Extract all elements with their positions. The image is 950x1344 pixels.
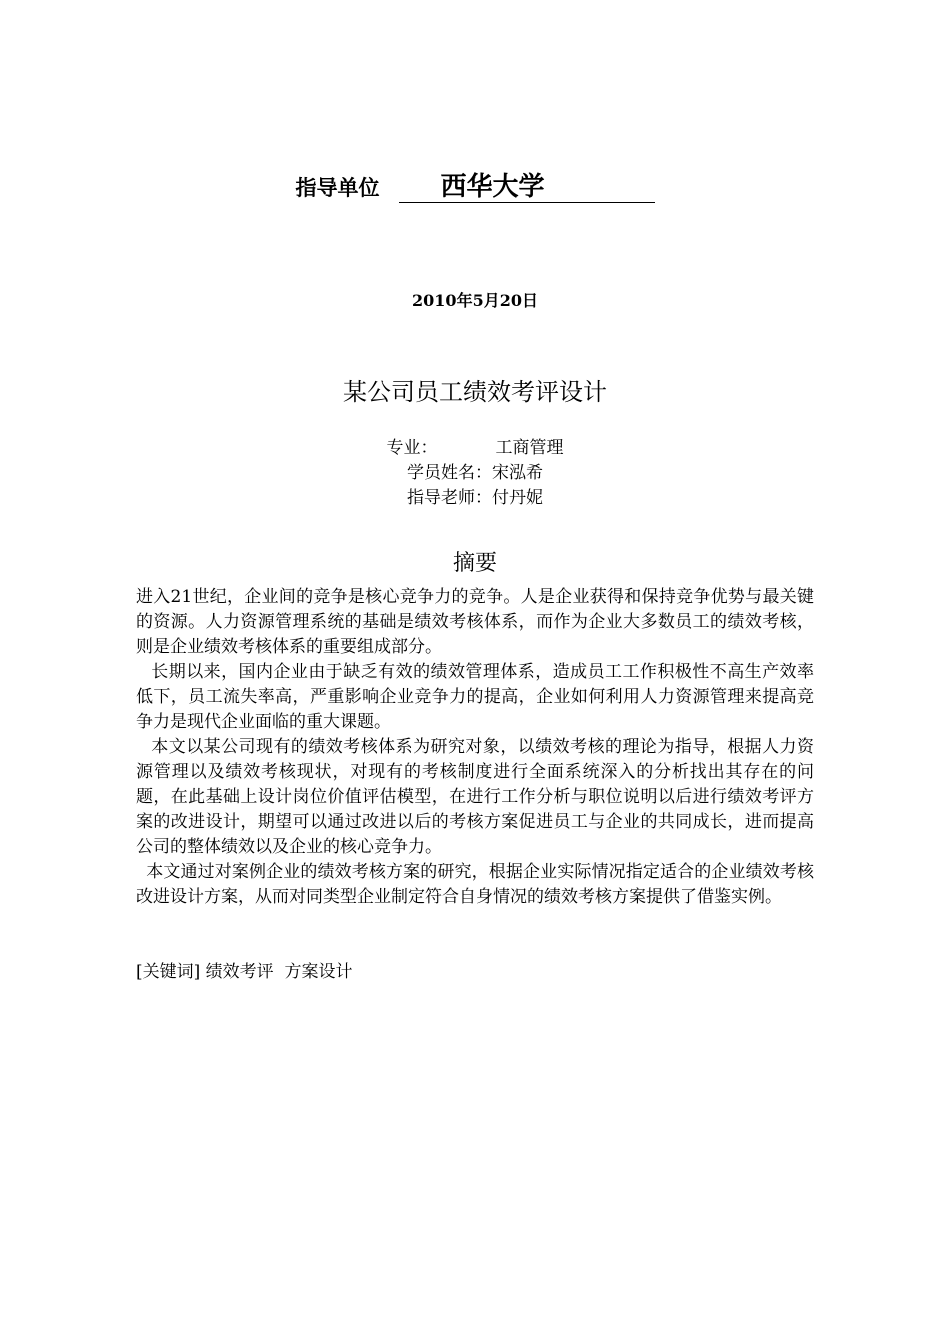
guidance-unit-line: [0, 172, 950, 203]
author-info-block: [0, 436, 950, 511]
keywords-label: [关键词]: [136, 962, 201, 982]
major-row: [0, 436, 950, 461]
major-value: 工商管理: [495, 438, 564, 458]
abstract-heading: 摘要: [452, 551, 497, 576]
guidance-unit-value: 西华大学: [399, 172, 655, 203]
student-label: 学员姓名：: [407, 463, 492, 483]
keywords-line: [136, 960, 352, 985]
keywords-items: 绩效考评 方案设计: [205, 962, 353, 982]
abstract-paragraph: 本文通过对案例企业的绩效考核方案的研究，根据企业实际情况指定适合的企业绩效考核改进设计方案，从而对同类型企业制定符合自身情况的绩效考核方案提供了借鉴实例。: [136, 862, 814, 907]
student-row: [0, 461, 950, 486]
student-value: 宋泓希: [492, 463, 543, 483]
guidance-unit-label: 指导单位: [295, 176, 380, 200]
abstract-paragraph: 进入21世纪，企业间的竞争是核心竞争力的竞争。人是企业获得和保持竞争优势与最关键的资源。人力资源管理系统的基础是绩效考核体系，而作为企业大多数员工的绩效考核，则是企业绩效考核体系的重要组成部分。: [136, 587, 814, 657]
abstract-body: [136, 585, 814, 910]
advisor-value: 付丹妮: [492, 488, 543, 508]
advisor-row: [0, 486, 950, 511]
thesis-title: 某公司员工绩效考评设计: [343, 378, 607, 406]
abstract-paragraph: 本文以某公司现有的绩效考核体系为研究对象，以绩效考核的理论为指导，根据人力资源管理以及绩效考核现状，对现有的考核制度进行全面系统深入的分析找出其存在的问题，在此基础上设计岗位价值评估模型，在进行工作分析与职位说明以后进行绩效考评方案的改进设计，期望可以通过改进以后的考核方案促进员工与企业的共同成长，进而提高公司的整体绩效以及企业的核心竞争力。: [136, 737, 814, 857]
advisor-label: 指导老师：: [407, 488, 492, 508]
submission-date: 2010年5月20日: [412, 291, 538, 310]
abstract-paragraph: 长期以来，国内企业由于缺乏有效的绩效管理体系，造成员工工作积极性不高生产效率低下，员工流失率高，严重影响企业竞争力的提高，企业如何利用人力资源管理来提高竞争力是现代企业面临的重大课题。: [136, 662, 814, 732]
major-label: 专业：: [386, 438, 438, 458]
